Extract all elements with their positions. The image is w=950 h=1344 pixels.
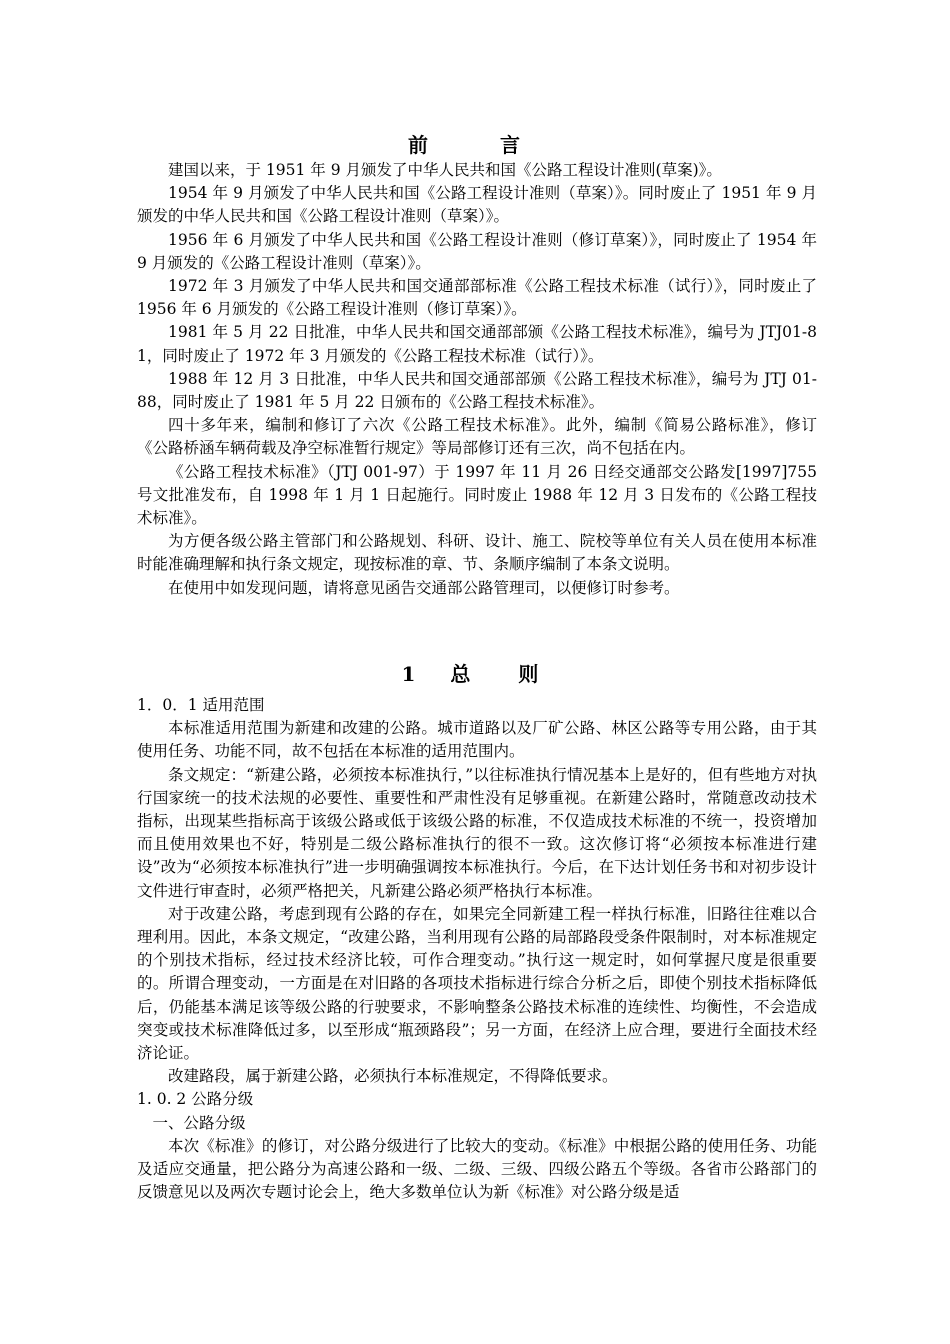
preface-paragraph: 1988 年 12 月 3 日批准，中华人民共和国交通部部颁《公路工程技术标准》，编号为 JTJ 01-88，同时废止了 1981 年 5 月 22 日颁布的《公路工程技术标准》。 — [137, 369, 817, 412]
preface-paragraph: 1981 年 5 月 22 日批准，中华人民共和国交通部部颁《公路工程技术标准》，编号为 JTJ01-81，同时废止了 1972 年 3 月颁发的《公路工程技术标准（试行）》。 — [137, 323, 817, 365]
preface-paragraph: 为方便各级公路主管部门和公路规划、科研、设计、施工、院校等单位有关人员在使用本标准时能准确理解和执行条文规定，现按标准的章、节、条顺序编制了本条文说明。 — [137, 532, 817, 574]
clause-paragraph: 对于改建公路，考虑到现有公路的存在，如果完全同新建工程一样执行标准，旧路往往难以合理利用。因此，本条文规定，“改建公路，当利用现有公路的局部路段受条件限制时，对本标准规定的个别技术指标，经过技术经济比较，可作合理变动。”执行这一规定时，如何掌握尺度是很重要的。所谓合理变动，一方面是在对旧路的各项技术指标进行综合分析之后，即使个别技术指标降低后，仍能基本满足该等级公路的行驶要求，不影响整条公路技术标准的连续性、均衡性，不会造成突变或技术标准降低过多，以至形成“瓶颈路段”；另一方面，在经济上应合理，要进行全面技术经济论证。 — [137, 904, 817, 1063]
preface-paragraph: 1954 年 9 月颁发了中华人民共和国《公路工程设计准则（草案）》。同时废止了 1951 年 9 月颁发的中华人民共和国《公路工程设计准则（草案）》。 — [137, 184, 817, 226]
preface-title: 前 言 — [408, 133, 546, 157]
preface-paragraph: 在使用中如发现问题，请将意见函告交通部公路管理司，以便修订时参考。 — [168, 578, 680, 597]
clause-heading-1-0-2: 1. 0. 2 公路分级 — [137, 1090, 254, 1109]
preface-paragraph: 1972 年 3 月颁发了中华人民共和国交通部部标准《公路工程技术标准（试行）》，同时废止了 1956 年 6 月颁发的《公路工程设计准则（修订草案）》。 — [137, 277, 817, 319]
clause-paragraph: 本次《标准》的修订，对公路分级进行了比较大的变动。《标准》中根据公路的使用任务、功能及适应交通量，把公路分为高速公路和一级、二级、三级、四级公路五个等级。各省市公路部门的反馈意见以及两次专题讨论会上，绝大多数单位认为新《标准》对公路分级是适 — [137, 1136, 817, 1202]
preface-paragraph: 四十多年来，编制和修订了六次《公路工程技术标准》。此外，编制《简易公路标准》，修订《公路桥涵车辆荷载及净空标准暂行规定》等局部修订还有三次，尚不包括在内。 — [137, 416, 817, 458]
preface-section — [137, 131, 817, 600]
clause-paragraph: 本标准适用范围为新建和改建的公路。城市道路以及厂矿公路、林区公路等专用公路，由于其使用任务、功能不同，故不包括在本标准的适用范围内。 — [137, 719, 817, 761]
general-section — [137, 660, 817, 1204]
preface-paragraph: 《公路工程技术标准》（JTJ 001-97）于 1997 年 11 月 26 日经交通部交公路发[1997]755 号文批准发布，自 1998 年 1 月 1 日起施行。同时废止 1988 年 12 月 3 日发布的《公路工程技术标准》。 — [137, 462, 817, 528]
preface-paragraph: 建国以来，于 1951 年 9 月颁发了中华人民共和国《公路工程设计准则(草案)》。 — [168, 161, 722, 179]
clause-paragraph: 改建路段，属于新建公路，必须执行本标准规定，不得降低要求。 — [168, 1067, 618, 1086]
clause-heading-1-0-1: 1．0．1 适用范围 — [137, 696, 265, 714]
sub-heading: 一、公路分级 — [152, 1113, 246, 1132]
preface-paragraph: 1956 年 6 月颁发了中华人民共和国《公路工程设计准则（修订草案）》，同时废止了 1954 年 9 月颁发的《公路工程设计准则（草案）》。 — [137, 230, 817, 272]
chapter-title: 1 总 则 — [401, 662, 553, 686]
clause-paragraph: 条文规定：“新建公路，必须按本标准执行，”以往标准执行情况基本上是好的，但有些地方对执行国家统一的技术法规的必要性、重要性和严肃性没有足够重视。在新建公路时，常随意改动技术指标，出现某些指标高于该级公路或低于该级公路的标准，不仅造成技术标准的不统一，投资增加而且使用效果也不好，特别是二级公路标准执行的很不一致。这次修订将“必须按本标准进行建设”改为“必须按本标准执行”进一步明确强调按本标准执行。今后，在下达计划任务书和对初步设计文件进行审查时，必须严格把关，凡新建公路必须严格执行本标准。 — [137, 765, 817, 900]
